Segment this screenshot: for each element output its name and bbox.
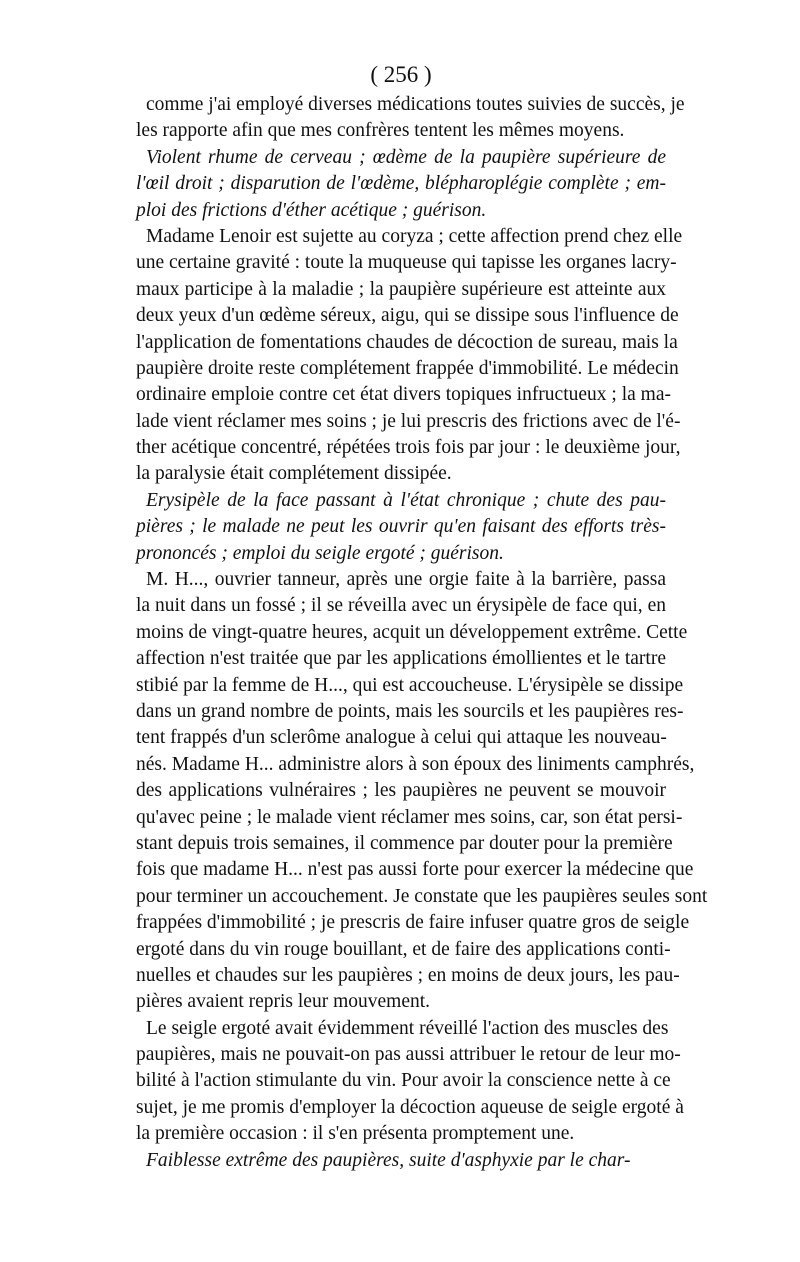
text-line: paupières, mais ne pouvait-on pas aussi attribuer le retour de leur mo- [136, 1044, 681, 1066]
paragraph [136, 224, 683, 488]
text-line: Le seigle ergoté avait évidemment réveillé l'action des muscles des [146, 1017, 669, 1039]
text-line: nés. Madame H... administre alors à son époux des liniments camphrés, [136, 753, 695, 775]
section-heading [136, 488, 666, 567]
text-line: pières avaient repris leur mouvement. [136, 991, 431, 1013]
text-line: paupière droite reste complétement frappée d'immobilité. Le médecin [136, 357, 679, 379]
text-line: une certaine gravité : toute la muqueuse qui tapisse les organes lacry- [136, 252, 677, 274]
text-line: des applications vulnéraires ; les paupières ne peuvent se mouvoir [136, 780, 666, 802]
text-line: ploi des frictions d'éther acétique ; guérison. [136, 199, 487, 221]
text-line: tent frappés d'un sclerôme analogue à celui qui attaque les nouveau- [136, 727, 667, 749]
text-line: stibié par la femme de H..., qui est accoucheuse. L'érysipèle se dissipe [136, 674, 684, 696]
text-line: M. H..., ouvrier tanneur, après une orgie faite à la barrière, passa [146, 569, 666, 591]
text-line: ther acétique concentré, répétées trois fois par jour : le deuxième jour, [136, 437, 681, 459]
text-body [136, 92, 708, 1174]
text-line: nuelles et chaudes sur les paupières ; en moins de deux jours, les pau- [136, 964, 680, 986]
text-line: stant depuis trois semaines, il commence par douter pour la première [136, 832, 673, 854]
text-line: frappées d'immobilité ; je prescris de faire infuser quatre gros de seigle [136, 912, 690, 934]
text-line: pières ; le malade ne peut les ouvrir qu'en faisant des efforts très- [136, 516, 666, 538]
text-line: affection n'est traitée que par les applications émollientes et le tartre [136, 648, 666, 670]
text-line: l'œil droit ; disparution de l'œdème, blépharoplégie complète ; em- [136, 173, 666, 195]
section-heading [136, 1148, 666, 1174]
text-line: bilité à l'action stimulante du vin. Pour avoir la conscience nette à ce [136, 1070, 671, 1092]
text-line: moins de vingt-quatre heures, acquit un développement extrême. Cette [136, 621, 688, 643]
text-line: Violent rhume de cerveau ; œdème de la paupière supérieure de [146, 146, 666, 168]
text-line: les rapporte afin que mes confrères tentent les mêmes moyens. [136, 120, 625, 142]
text-line: deux yeux d'un œdème séreux, aigu, qui se dissipe sous l'influence de [136, 305, 679, 327]
text-line: sujet, je me promis d'employer la décoction aqueuse de seigle ergoté à [136, 1096, 684, 1118]
text-line: la nuit dans un fossé ; il se réveilla avec un érysipèle de face qui, en [136, 595, 666, 617]
text-line: l'application de fomentations chaudes de décoction de sureau, mais la [136, 331, 678, 353]
paragraph [136, 1016, 684, 1148]
text-line: qu'avec peine ; le malade vient réclamer mes soins, car, son état persi- [136, 806, 683, 828]
text-line: ordinaire emploie contre cet état divers topiques infructueux ; la ma- [136, 384, 671, 406]
text-line: lade vient réclamer mes soins ; je lui prescris des frictions avec de l'é- [136, 410, 681, 432]
text-line: la première occasion : il s'en présenta promptement une. [136, 1123, 575, 1145]
text-line: prononcés ; emploi du seigle ergoté ; guérison. [136, 542, 504, 564]
text-line: la paralysie était complétement dissipée. [136, 463, 452, 485]
paragraph [136, 567, 708, 1016]
text-line: comme j'ai employé diverses médications toutes suivies de succès, je [146, 94, 685, 115]
text-line: pour terminer un accouchement. Je constate que les paupières seules sont [136, 885, 708, 907]
text-line: fois que madame H... n'est pas aussi forte pour exercer la médecine que [136, 859, 694, 881]
page-number: ( 256 ) [370, 62, 432, 87]
text-line: Madame Lenoir est sujette au coryza ; cette affection prend chez elle [146, 225, 683, 247]
text-line: Faiblesse extrême des paupières, suite d'asphyxie par le char- [146, 1149, 631, 1171]
text-line: maux participe à la maladie ; la paupière supérieure est atteinte aux [136, 278, 666, 300]
text-line: dans un grand nombre de points, mais les sourcils et les paupières res- [136, 700, 684, 722]
paragraph [136, 92, 685, 145]
text-line: ergoté dans du vin rouge bouillant, et de faire des applications conti- [136, 938, 671, 960]
text-line: Erysipèle de la face passant à l'état chronique ; chute des pau- [146, 489, 666, 511]
section-heading [136, 145, 666, 224]
